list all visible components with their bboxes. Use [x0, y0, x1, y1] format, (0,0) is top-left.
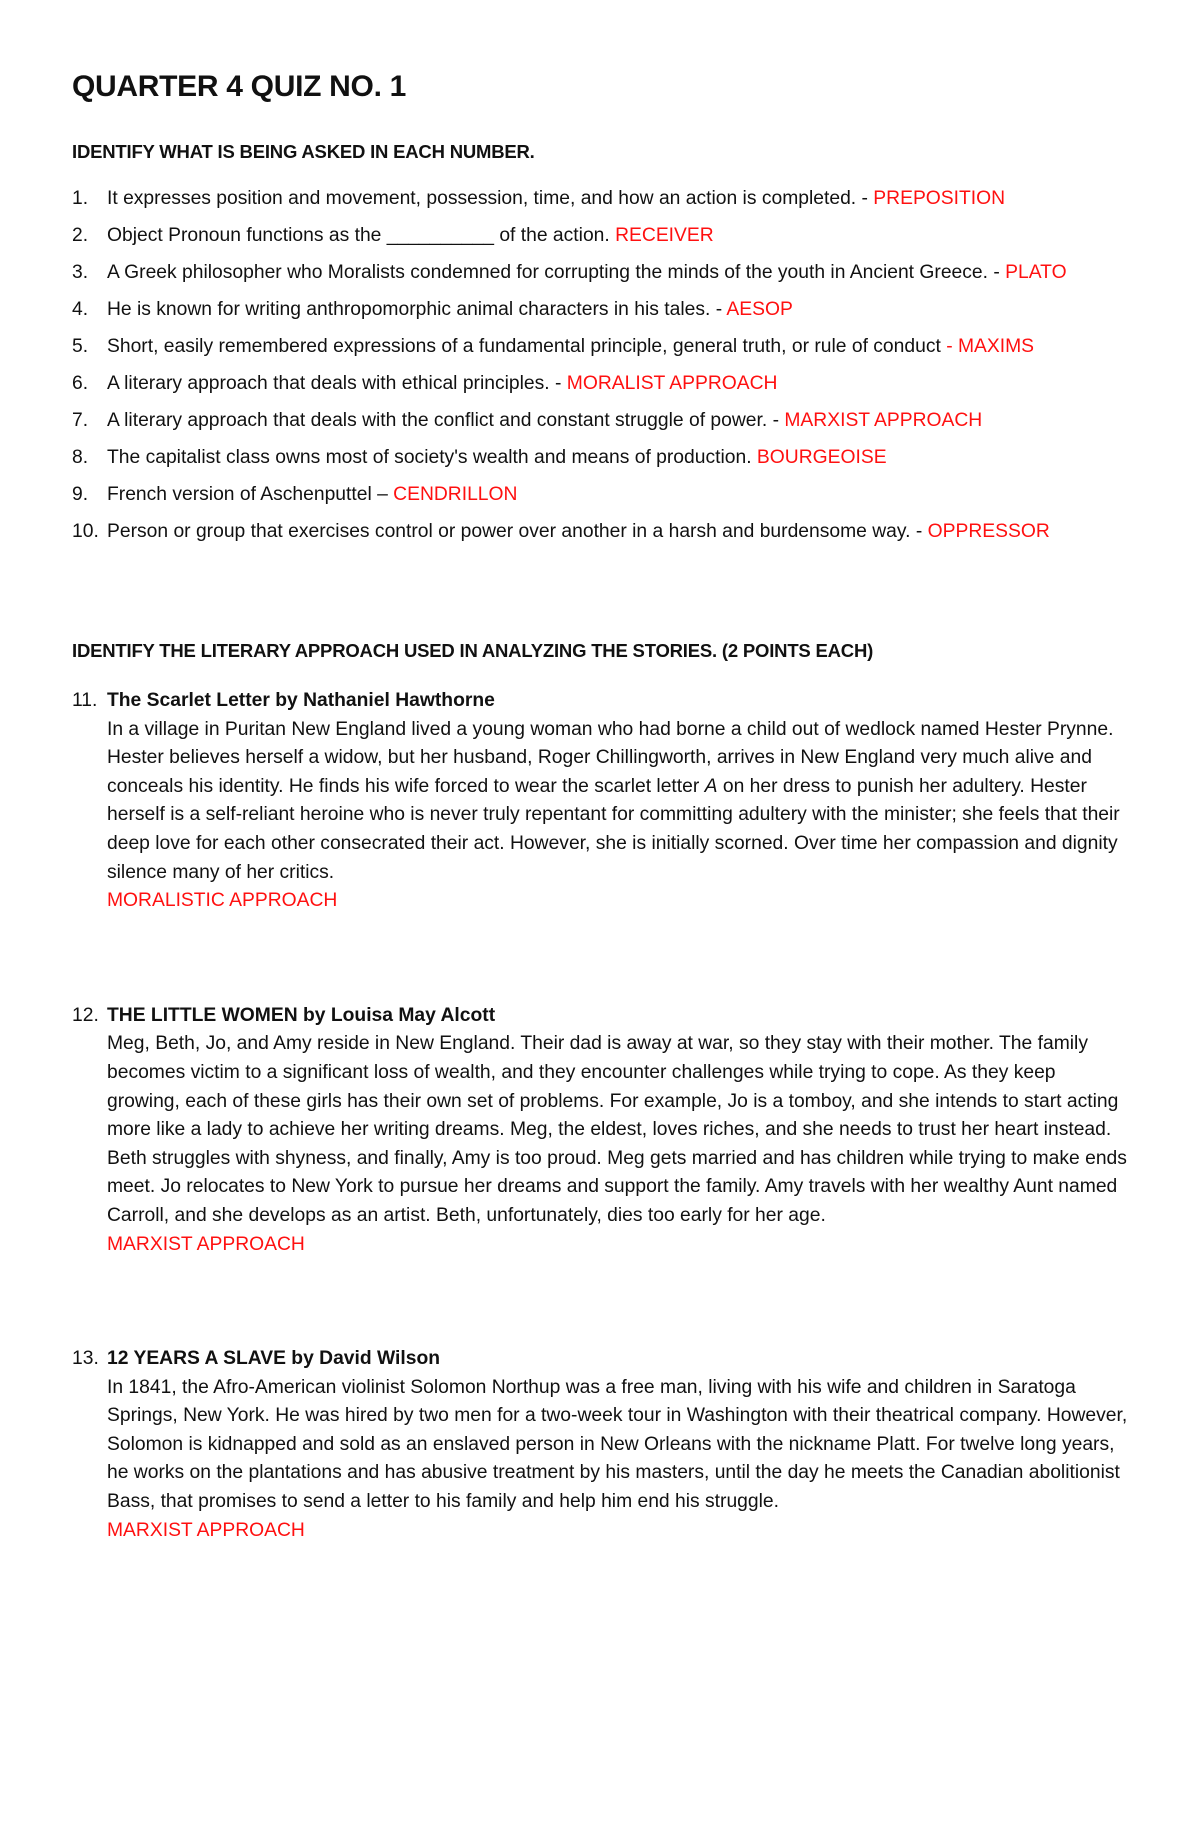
- question-text: Person or group that exercises control or power over another in a harsh and burdensome way. -: [107, 521, 928, 542]
- list-item: [72, 513, 1132, 550]
- item-number: 11.: [72, 690, 98, 711]
- item-number: 10.: [72, 521, 99, 542]
- story-item: [72, 1345, 1132, 1545]
- story-item: [72, 1002, 1132, 1259]
- list-item: [72, 254, 1132, 291]
- list-item: [72, 402, 1132, 439]
- story-title: 12 YEARS A SLAVE by David Wilson: [107, 1348, 441, 1370]
- answer-text: AESOP: [726, 299, 793, 320]
- story-text: on her dress to punish her adultery. Hester herself is a self-reliant heroine who is never truly repentant for committing adultery with the minister; she feels that their deep love for each other consecrated their act. However, she is initially scorned. Over time her compassion and dignity silence many of her critics.: [107, 775, 1120, 883]
- answer-text: MARXIST APPROACH: [107, 1233, 305, 1255]
- section-heading-literary-approach: IDENTIFY THE LITERARY APPROACH USED IN ANALYZING THE STORIES. (2 POINTS EACH): [72, 640, 874, 661]
- answer-text: - MAXIMS: [946, 336, 1035, 357]
- question-text: French version of Aschenputtel –: [107, 484, 394, 505]
- question-text: It expresses position and movement, possession, time, and how an action is completed. -: [107, 188, 874, 209]
- story-title: THE LITTLE WOMEN by Louisa May Alcott: [107, 1004, 496, 1026]
- item-number: 6.: [72, 373, 89, 394]
- item-number: 2.: [72, 225, 89, 246]
- question-list: [72, 180, 1132, 550]
- answer-text: RECEIVER: [615, 225, 714, 246]
- story-text-italic: A: [704, 775, 718, 797]
- question-text: A literary approach that deals with the conflict and constant struggle of power. -: [107, 410, 785, 431]
- question-text: A Greek philosopher who Moralists condemned for corrupting the minds of the youth in Ancient Greece. -: [107, 262, 1006, 283]
- answer-text: CENDRILLON: [393, 484, 518, 505]
- item-number: 4.: [72, 299, 89, 320]
- question-text: Object Pronoun functions as the __________ of the action.: [107, 225, 616, 246]
- item-number: 5.: [72, 336, 89, 357]
- item-number: 9.: [72, 484, 89, 505]
- list-item: [72, 291, 1132, 328]
- section-heading-identify: IDENTIFY WHAT IS BEING ASKED IN EACH NUMBER.: [72, 141, 535, 162]
- quiz-page: [72, 70, 1132, 1545]
- question-text: Short, easily remembered expressions of a fundamental principle, general truth, or rule of conduct: [107, 336, 947, 357]
- answer-text: MORALIST APPROACH: [566, 373, 778, 394]
- item-number: 3.: [72, 262, 89, 283]
- story-summary: Meg, Beth, Jo, and Amy reside in New England. Their dad is away at war, so they stay with their mother. The family becomes victim to a significant loss of wealth, and they encounter challenges while trying to cope. As they keep growing, each of these girls has their own set of problems. For example, Jo is a tomboy, and she intends to start acting more like a lady to achieve her writing dreams. Meg, the eldest, loves riches, and she needs to trust her heart instead. Beth struggles with shyness, and finally, Amy is too proud. Meg gets married and has children while trying to make ends meet. Jo relocates to New York to pursue her dreams and support the family. Amy travels with her wealthy Aunt named Carroll, and she develops as an artist. Beth, unfortunately, dies too early for her age.: [107, 1033, 1127, 1226]
- answer-text: PLATO: [1005, 262, 1067, 283]
- story-item: [72, 687, 1132, 916]
- item-number: 8.: [72, 447, 89, 468]
- story-text: In a village in Puritan New England lived a young woman who had borne a child out of wedlock named Hester Prynne. Hester believes herself a widow, but her husband, Roger Chillingworth, arrives in New England very much alive and conceals his identity. He finds his wife forced to wear the scarlet letter: [107, 718, 1114, 797]
- story-summary: In 1841, the Afro-American violinist Solomon Northup was a free man, living with his wife and children in Saratoga Springs, New York. He was hired by two men for a two-week tour in Washington with their theatrical company. However, Solomon is kidnapped and sold as an enslaved person in New Orleans with the nickname Platt. For twelve long years, he works on the plantations and has abusive treatment by his masters, until the day he meets the Canadian abolitionist Bass, that promises to send a letter to his family and help him end his struggle.: [107, 1376, 1128, 1513]
- answer-text: MARXIST APPROACH: [784, 410, 983, 431]
- list-item: [72, 217, 1132, 254]
- item-number: 7.: [72, 410, 89, 431]
- list-item: [72, 180, 1132, 217]
- item-number: 13.: [72, 1348, 99, 1370]
- list-item: [72, 328, 1132, 365]
- page-title: QUARTER 4 QUIZ NO. 1: [72, 70, 407, 103]
- list-item: [72, 365, 1132, 402]
- story-title: The Scarlet Letter by Nathaniel Hawthorne: [107, 690, 495, 711]
- answer-text: MARXIST APPROACH: [107, 1519, 305, 1541]
- story-summary: [107, 716, 1132, 888]
- list-item: [72, 439, 1132, 476]
- question-text: The capitalist class owns most of society's wealth and means of production.: [107, 447, 757, 468]
- answer-text: PREPOSITION: [873, 188, 1006, 209]
- item-number: 1.: [72, 188, 89, 209]
- item-number: 12.: [72, 1004, 99, 1026]
- list-item: [72, 476, 1132, 513]
- answer-text: OPPRESSOR: [927, 521, 1050, 542]
- question-text: A literary approach that deals with ethical principles. -: [107, 373, 567, 394]
- answer-text: BOURGEOISE: [756, 447, 887, 468]
- question-text: He is known for writing anthropomorphic animal characters in his tales. -: [107, 299, 727, 320]
- answer-text: MORALISTIC APPROACH: [107, 890, 338, 912]
